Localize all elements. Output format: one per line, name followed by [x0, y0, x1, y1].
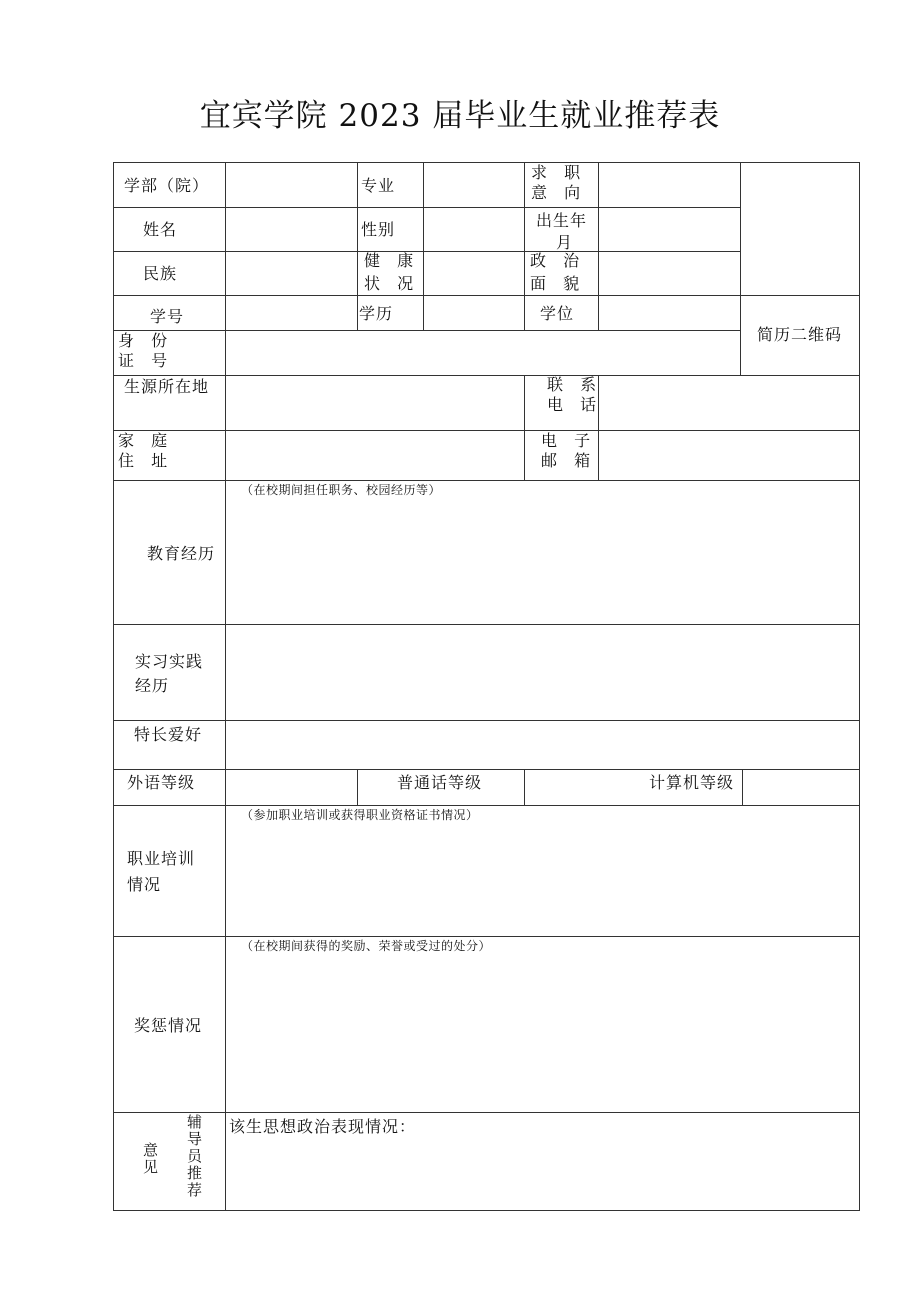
label-internship: 实习实践 [135, 652, 204, 671]
col-divider [598, 162, 599, 330]
label-computer: 计算机等级 [649, 773, 735, 792]
note-education-experience: （在校期间担任职务、校园经历等） [241, 483, 442, 497]
note-awards: （在校期间获得的奖励、荣誉或受过的处分） [241, 939, 492, 953]
label-health: 健 康 [364, 251, 420, 270]
label-student-id: 学号 [150, 307, 185, 326]
col-divider [524, 162, 525, 330]
label-origin: 生源所在地 [124, 377, 210, 396]
label-mandarin: 普通话等级 [397, 773, 483, 792]
label-birth: 出生年 [536, 211, 588, 230]
label-resume-qr: 简历二维码 [757, 325, 843, 344]
page-title: 宜宾学院 2023 届毕业生就业推荐表 [199, 98, 721, 134]
label-health-2: 状 况 [364, 274, 420, 293]
label-major: 专业 [361, 176, 396, 195]
col-divider [524, 375, 525, 480]
col-divider [740, 162, 741, 375]
label-vocational-training-2: 情况 [127, 875, 162, 894]
label-job-intent-2: 意 向 [531, 183, 587, 202]
label-internship-2: 经历 [135, 676, 170, 695]
label-education: 学历 [359, 304, 394, 323]
label-school-dept: 学部（院） [124, 176, 210, 195]
label-political: 政 治 [530, 251, 586, 270]
col-divider [742, 769, 743, 805]
label-ethnicity: 民族 [143, 264, 178, 283]
label-id-card: 身 份 [118, 331, 174, 350]
row-divider [113, 330, 740, 331]
label-phone: 联 系 [547, 375, 603, 394]
label-email-2: 邮 箱 [541, 451, 597, 470]
col-divider [357, 769, 358, 805]
col-divider [357, 162, 358, 330]
label-vocational-training: 职业培训 [127, 849, 196, 868]
label-phone-2: 电 话 [547, 395, 603, 414]
label-opinion: 意见 [142, 1141, 159, 1176]
table-border-left [113, 162, 114, 1211]
row-divider [113, 207, 740, 208]
label-hobbies: 特长爱好 [134, 725, 203, 744]
table-border-right [859, 162, 860, 1211]
label-counselor-recommendation: 辅导员推荐 [186, 1113, 203, 1199]
col-divider [524, 769, 525, 805]
label-name: 姓名 [143, 220, 178, 239]
label-foreign-language: 外语等级 [127, 773, 196, 792]
col-divider [423, 162, 424, 330]
label-awards: 奖惩情况 [134, 1016, 203, 1035]
label-home-address-2: 住 址 [118, 451, 174, 470]
label-political-2: 面 貌 [530, 274, 586, 293]
label-id-card-2: 证 号 [118, 351, 174, 370]
label-birth-2: 月 [556, 233, 574, 252]
label-home-address: 家 庭 [118, 431, 174, 450]
label-political-performance: 该生思想政治表现情况： [229, 1117, 417, 1136]
row-divider [113, 251, 740, 252]
label-job-intent: 求 职 [531, 163, 587, 182]
note-vocational-training: （参加职业培训或获得职业资格证书情况） [241, 808, 479, 822]
label-degree: 学位 [540, 304, 575, 323]
label-education-experience: 教育经历 [147, 544, 216, 563]
label-email: 电 子 [541, 431, 597, 450]
col-divider [225, 162, 226, 1211]
label-gender: 性别 [361, 220, 396, 239]
